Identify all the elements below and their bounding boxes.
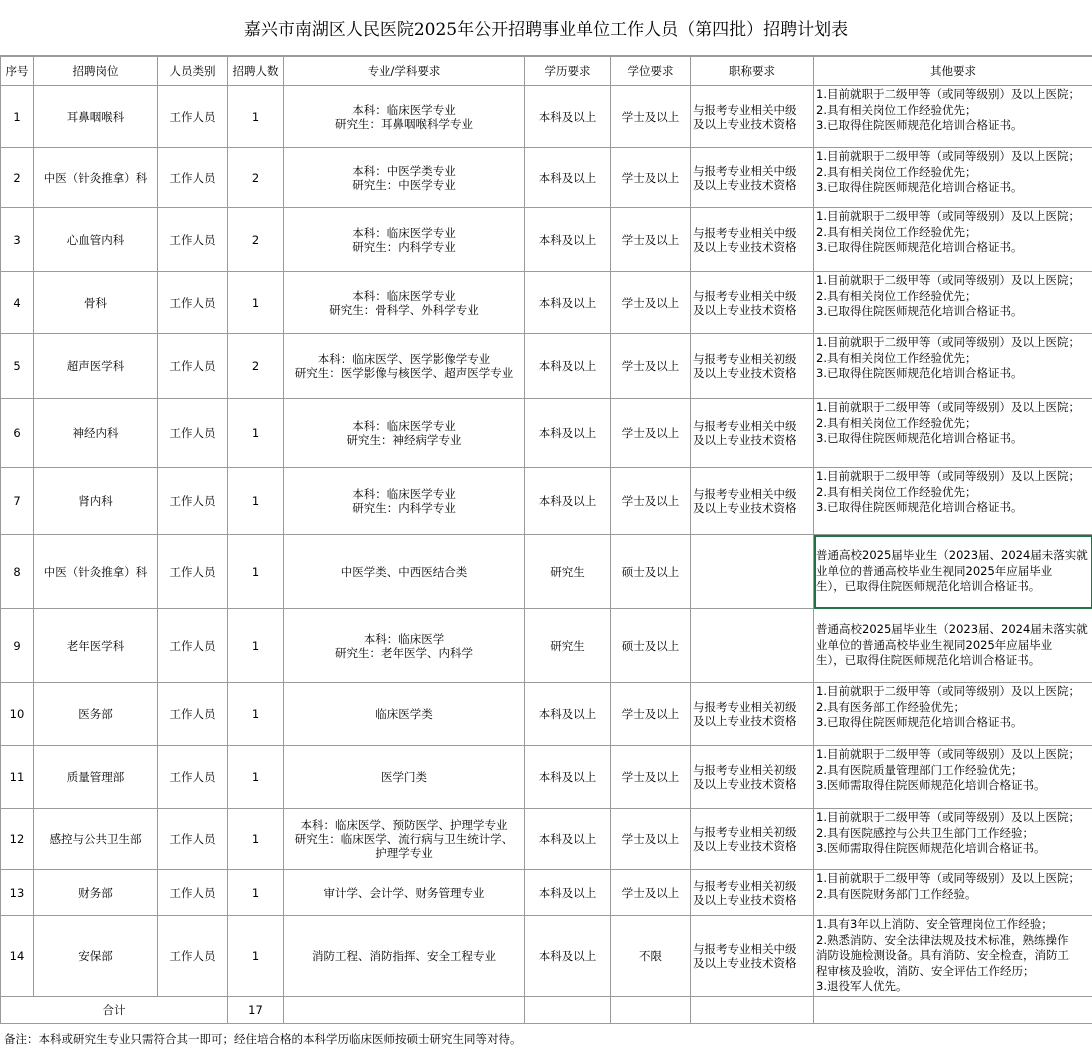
major-line: 本科：临床医学专业 [352,487,456,501]
headcount-cell[interactable]: 2 [228,334,284,399]
post-cell[interactable]: 安保部 [34,916,158,997]
row-number-cell[interactable]: 10 [1,683,34,746]
other-requirement-cell[interactable] [814,468,1092,535]
degree-cell[interactable]: 学士及以上 [611,208,691,272]
post-cell[interactable]: 感控与公共卫生部 [34,809,158,870]
degree-cell[interactable]: 学士及以上 [611,334,691,399]
major-line: 研究生：耳鼻咽喉科学专业 [335,116,473,131]
other-requirement-cell[interactable] [814,272,1092,334]
title-line: 及以上专业技术资格 [693,302,797,317]
other-line: 2.具有医院质量管理部门工作经验优先； [816,762,1023,777]
empty-cell[interactable] [525,996,611,1023]
major-cell[interactable] [284,916,525,997]
degree-cell[interactable]: 硕士及以上 [611,609,691,683]
staff-type-cell[interactable]: 工作人员 [158,609,228,683]
other-requirement-cell[interactable] [814,609,1092,683]
header-cell[interactable]: 学历要求 [525,57,611,86]
recruitment-plan-table [0,56,1092,1024]
education-cell[interactable]: 本科及以上 [525,916,611,997]
title-line: 与报考专业相关初级 [693,825,797,839]
title-line: 与报考专业相关初级 [693,763,797,777]
headcount-cell[interactable]: 1 [228,683,284,746]
degree-cell[interactable]: 学士及以上 [611,468,691,535]
row-number-cell[interactable]: 11 [1,746,34,809]
table-row [1,746,1092,809]
other-line: 1.目前就职于二级甲等（或同等级别）及以上医院； [816,87,1080,101]
row-number-cell[interactable]: 13 [1,870,34,916]
staff-type-cell[interactable]: 工作人员 [158,870,228,916]
other-line: 1.目前就职于二级甲等（或同等级别）及以上医院； [816,810,1080,824]
degree-cell[interactable]: 学士及以上 [611,870,691,916]
other-line: 2.具有相关岗位工作经验优先； [816,224,977,239]
staff-type-cell[interactable]: 工作人员 [158,468,228,535]
degree-cell[interactable]: 学士及以上 [611,399,691,468]
staff-type-cell[interactable]: 工作人员 [158,399,228,468]
other-requirement-cell[interactable] [814,535,1092,609]
major-cell[interactable] [284,746,525,809]
page-title: 嘉兴市南湖区人民医院2025年公开招聘事业单位工作人员（第四批）招聘计划表 [0,0,1092,56]
title-line: 与报考专业相关中级 [693,163,797,178]
title-line: 及以上专业技术资格 [693,955,797,970]
degree-cell[interactable]: 学士及以上 [611,86,691,148]
other-line: 普通高校2025届毕业生（2023届、2024届未落实就 [816,622,1088,637]
post-cell[interactable]: 中医（针灸推拿）科 [34,148,158,208]
degree-cell[interactable]: 学士及以上 [611,683,691,746]
title-line: 与报考专业相关中级 [693,288,797,303]
headcount-cell[interactable]: 1 [228,399,284,468]
major-cell[interactable] [284,809,525,870]
post-cell[interactable]: 心血管内科 [34,208,158,272]
table-row [1,334,1092,399]
title-requirement-cell[interactable] [691,809,814,870]
title-line: 及以上专业技术资格 [693,433,797,447]
title-line: 及以上专业技术资格 [693,116,797,131]
header-cell[interactable]: 序号 [1,57,34,86]
other-requirement-cell[interactable] [814,208,1092,272]
title-line: 与报考专业相关中级 [693,419,797,433]
staff-type-cell[interactable]: 工作人员 [158,334,228,399]
row-number-cell[interactable]: 2 [1,148,34,208]
header-cell[interactable]: 专业/学科要求 [284,57,525,86]
other-line: 消防设施检测设备。具有消防、安全检查，消防工 [816,948,1069,962]
staff-type-cell[interactable]: 工作人员 [158,86,228,148]
title-line: 与报考专业相关初级 [693,352,797,366]
degree-cell[interactable]: 学士及以上 [611,148,691,208]
row-number-cell[interactable]: 1 [1,86,34,148]
empty-cell[interactable] [284,996,525,1023]
major-cell[interactable] [284,870,525,916]
post-cell[interactable]: 财务部 [34,870,158,916]
table-row [1,609,1092,683]
row-number-cell[interactable]: 4 [1,272,34,334]
major-cell[interactable] [284,86,525,148]
education-cell[interactable]: 本科及以上 [525,746,611,809]
other-requirement-cell[interactable] [814,683,1092,746]
degree-cell[interactable]: 不限 [611,916,691,997]
other-line: 3.医师需取得住院医师规范化培训合格证书。 [816,778,1046,792]
other-line: 1.目前就职于二级甲等（或同等级别）及以上医院； [816,209,1080,223]
other-requirement-cell[interactable] [814,809,1092,870]
other-requirement-cell[interactable] [814,148,1092,208]
other-line: 1.目前就职于二级甲等（或同等级别）及以上医院； [816,149,1080,163]
other-line: 2.具有相关岗位工作经验优先； [816,102,977,117]
major-cell[interactable] [284,208,525,272]
total-label-cell[interactable]: 合计 [1,996,228,1023]
education-cell[interactable]: 本科及以上 [525,148,611,208]
title-line: 与报考专业相关中级 [693,102,797,117]
major-line: 本科：临床医学专业 [352,419,456,433]
title-requirement-cell[interactable] [691,148,814,208]
staff-type-cell[interactable]: 工作人员 [158,809,228,870]
major-line: 临床医学类 [375,707,433,721]
education-cell[interactable]: 本科及以上 [525,683,611,746]
headcount-cell[interactable]: 1 [228,468,284,535]
education-cell[interactable]: 研究生 [525,609,611,683]
table-row [1,809,1092,870]
major-cell[interactable] [284,334,525,399]
major-line: 本科：中医学类专业 [352,163,456,178]
staff-type-cell[interactable]: 工作人员 [158,535,228,609]
title-line: 及以上专业技术资格 [693,366,797,380]
post-cell[interactable]: 肾内科 [34,468,158,535]
title-line: 及以上专业技术资格 [693,501,797,515]
post-cell[interactable]: 耳鼻咽喉科 [34,86,158,148]
degree-cell[interactable]: 学士及以上 [611,272,691,334]
headcount-cell[interactable]: 1 [228,916,284,997]
table-row [1,535,1092,609]
education-cell[interactable]: 本科及以上 [525,468,611,535]
other-line: 3.已取得住院医师规范化培训合格证书。 [816,180,1023,194]
staff-type-cell[interactable]: 工作人员 [158,746,228,809]
major-line: 中医学类、中西医结合类 [340,564,468,579]
title-line: 及以上专业技术资格 [693,177,797,192]
other-requirement-cell[interactable] [814,399,1092,468]
other-line: 3.已取得住院医师规范化培训合格证书。 [816,118,1023,132]
table-row [1,148,1092,208]
title-requirement-cell[interactable] [691,535,814,609]
other-line: 2.具有医院财务部门工作经验。 [816,886,977,901]
title-requirement-cell[interactable] [691,208,814,272]
table-row [1,208,1092,272]
title-requirement-cell[interactable] [691,399,814,468]
header-cell[interactable]: 人员类别 [158,57,228,86]
major-line: 医学门类 [381,770,427,784]
degree-cell[interactable]: 学士及以上 [611,746,691,809]
other-line: 2.具有相关岗位工作经验优先； [816,350,977,365]
post-cell[interactable]: 医务部 [34,683,158,746]
other-line: 3.医师需取得住院医师规范化培训合格证书。 [816,841,1046,855]
title-line: 及以上专业技术资格 [693,239,797,254]
title-requirement-cell[interactable] [691,683,814,746]
title-line: 及以上专业技术资格 [693,714,797,728]
education-cell[interactable]: 研究生 [525,535,611,609]
other-line: 3.已取得住院医师规范化培训合格证书。 [816,500,1023,514]
title-line: 及以上专业技术资格 [693,839,797,853]
row-number-cell[interactable]: 8 [1,535,34,609]
table-row [1,683,1092,746]
row-number-cell[interactable]: 7 [1,468,34,535]
other-line: 2.具有相关岗位工作经验优先； [816,164,977,179]
other-line: 普通高校2025届毕业生（2023届、2024届未落实就 [816,548,1088,563]
other-line: 1.目前就职于二级甲等（或同等级别）及以上医院； [816,273,1080,287]
other-line: 1.目前就职于二级甲等（或同等级别）及以上医院； [816,469,1080,483]
headcount-cell[interactable]: 1 [228,870,284,916]
title-requirement-cell[interactable] [691,916,814,997]
table-row [1,916,1092,997]
education-cell[interactable]: 本科及以上 [525,809,611,870]
empty-cell[interactable] [611,996,691,1023]
header-cell[interactable]: 其他要求 [814,57,1092,86]
other-line: 3.已取得住院医师规范化培训合格证书。 [816,366,1023,380]
major-line: 审计学、会计学、财务管理专业 [323,885,485,900]
education-cell[interactable]: 本科及以上 [525,208,611,272]
title-line: 及以上专业技术资格 [693,892,797,907]
post-cell[interactable]: 老年医学科 [34,609,158,683]
major-line: 消防工程、消防指挥、安全工程专业 [312,948,496,963]
headcount-cell[interactable]: 1 [228,809,284,870]
post-cell[interactable]: 中医（针灸推拿）科 [34,535,158,609]
major-line: 本科：临床医学、医学影像学专业 [317,352,491,366]
other-line: 2.具有相关岗位工作经验优先； [816,484,977,499]
other-line: 业单位的普通高校毕业生视同2025年应届毕业 [816,563,1053,578]
total-count-cell[interactable]: 17 [228,996,284,1023]
headcount-cell[interactable]: 2 [228,208,284,272]
other-line: 3.已取得住院医师规范化培训合格证书。 [816,715,1023,729]
title-requirement-cell[interactable] [691,870,814,916]
other-line: 2.熟悉消防、安全法律法规及技术标准，熟练操作 [816,932,1069,947]
footer-note: 备注：本科或研究生专业只需符合其一即可；经住培合格的本科学历临床医师按硕士研究生同等对待。 [4,1032,522,1046]
major-line: 研究生：老年医学、内科学 [335,645,473,660]
other-requirement-cell[interactable] [814,334,1092,399]
row-number-cell[interactable]: 3 [1,208,34,272]
headcount-cell[interactable]: 1 [228,609,284,683]
headcount-cell[interactable]: 1 [228,86,284,148]
row-number-cell[interactable]: 14 [1,916,34,997]
other-requirement-cell[interactable] [814,916,1092,997]
table-body [1,86,1092,997]
post-cell[interactable]: 超声医学科 [34,334,158,399]
staff-type-cell[interactable]: 工作人员 [158,916,228,997]
major-line: 研究生：内科学专业 [352,501,456,515]
education-cell[interactable]: 本科及以上 [525,272,611,334]
staff-type-cell[interactable]: 工作人员 [158,272,228,334]
other-line: 3.退役军人优先。 [816,979,908,993]
header-cell[interactable]: 职称要求 [691,57,814,86]
major-line: 护理学专业 [375,846,433,860]
headcount-cell[interactable]: 1 [228,746,284,809]
other-line: 2.具有医务部工作经验优先； [816,699,965,714]
row-number-cell[interactable]: 6 [1,399,34,468]
other-line: 3.已取得住院医师规范化培训合格证书。 [816,304,1023,318]
row-number-cell[interactable]: 5 [1,334,34,399]
row-number-cell[interactable]: 9 [1,609,34,683]
title-requirement-cell[interactable] [691,334,814,399]
title-requirement-cell[interactable] [691,609,814,683]
other-line: 2.具有医院感控与公共卫生部门工作经验； [816,825,1034,840]
other-line: 1.目前就职于二级甲等（或同等级别）及以上医院； [816,684,1080,698]
header-cell[interactable]: 学位要求 [611,57,691,86]
total-row [1,996,1092,1023]
degree-cell[interactable]: 硕士及以上 [611,535,691,609]
major-cell[interactable] [284,399,525,468]
title-requirement-cell[interactable] [691,272,814,334]
major-line: 本科：临床医学、预防医学、护理学专业 [300,818,508,832]
headcount-cell[interactable]: 1 [228,272,284,334]
staff-type-cell[interactable]: 工作人员 [158,148,228,208]
post-cell[interactable]: 骨科 [34,272,158,334]
title-line: 与报考专业相关初级 [693,878,797,893]
title-line: 与报考专业相关中级 [693,225,797,240]
title-line: 及以上专业技术资格 [693,777,797,791]
staff-type-cell[interactable]: 工作人员 [158,683,228,746]
major-cell[interactable] [284,272,525,334]
major-line: 本科：临床医学专业 [352,288,456,303]
other-line: 1.目前就职于二级甲等（或同等级别）及以上医院； [816,871,1080,885]
major-line: 本科：临床医学专业 [352,225,456,240]
other-line: 生），已取得住院医师规范化培训合格证书。 [816,653,1041,668]
header-row [1,57,1092,86]
title-requirement-cell[interactable] [691,86,814,148]
other-line: 2.具有相关岗位工作经验优先； [816,415,977,430]
major-line: 本科：临床医学专业 [352,102,456,117]
headcount-cell[interactable]: 2 [228,148,284,208]
staff-type-cell[interactable]: 工作人员 [158,208,228,272]
other-requirement-cell[interactable] [814,746,1092,809]
row-number-cell[interactable]: 12 [1,809,34,870]
other-line: 程审核及验收，消防、安全评估工作经历； [816,963,1035,978]
other-requirement-cell[interactable] [814,86,1092,148]
header-cell[interactable]: 招聘人数 [228,57,284,86]
post-cell[interactable]: 质量管理部 [34,746,158,809]
major-line: 研究生：医学影像与核医学、超声医学专业 [294,366,514,380]
major-line: 研究生：神经病学专业 [346,433,462,447]
education-cell[interactable]: 本科及以上 [525,870,611,916]
table-row [1,468,1092,535]
other-line: 生），已取得住院医师规范化培训合格证书。 [816,579,1041,594]
title-requirement-cell[interactable] [691,468,814,535]
title-requirement-cell[interactable] [691,746,814,809]
major-cell[interactable] [284,535,525,609]
table-row [1,870,1092,916]
other-line: 2.具有相关岗位工作经验优先； [816,288,977,303]
education-cell[interactable]: 本科及以上 [525,334,611,399]
other-line: 业单位的普通高校毕业生视同2025年应届毕业 [816,637,1053,652]
other-requirement-cell[interactable] [814,870,1092,916]
major-line: 本科：临床医学 [363,631,445,646]
education-cell[interactable]: 本科及以上 [525,399,611,468]
title-line: 与报考专业相关中级 [693,487,797,501]
major-cell[interactable] [284,148,525,208]
empty-cell[interactable] [691,996,814,1023]
major-cell[interactable] [284,609,525,683]
degree-cell[interactable]: 学士及以上 [611,809,691,870]
table-row [1,272,1092,334]
other-line: 3.已取得住院医师规范化培训合格证书。 [816,240,1023,254]
other-line: 1.目前就职于二级甲等（或同等级别）及以上医院； [816,400,1080,414]
major-line: 研究生：中医学专业 [352,177,456,192]
header-cell[interactable]: 招聘岗位 [34,57,158,86]
title-line: 与报考专业相关中级 [693,941,797,956]
education-cell[interactable]: 本科及以上 [525,86,611,148]
table-row [1,399,1092,468]
post-cell[interactable]: 神经内科 [34,399,158,468]
major-line: 研究生：内科学专业 [352,239,456,254]
other-line: 1.目前就职于二级甲等（或同等级别）及以上医院； [816,747,1080,761]
other-line: 1.目前就职于二级甲等（或同等级别）及以上医院； [816,335,1080,349]
table-row [1,86,1092,148]
major-cell[interactable] [284,683,525,746]
other-line: 1.具有3年以上消防、安全管理岗位工作经验； [816,917,1053,931]
empty-cell[interactable] [814,996,1092,1023]
major-line: 研究生：临床医学、流行病与卫生统计学、 [294,832,514,846]
headcount-cell[interactable]: 1 [228,535,284,609]
major-line: 研究生：骨科学、外科学专业 [329,302,479,317]
title-line: 与报考专业相关初级 [693,700,797,714]
other-line: 3.已取得住院医师规范化培训合格证书。 [816,431,1023,445]
major-cell[interactable] [284,468,525,535]
